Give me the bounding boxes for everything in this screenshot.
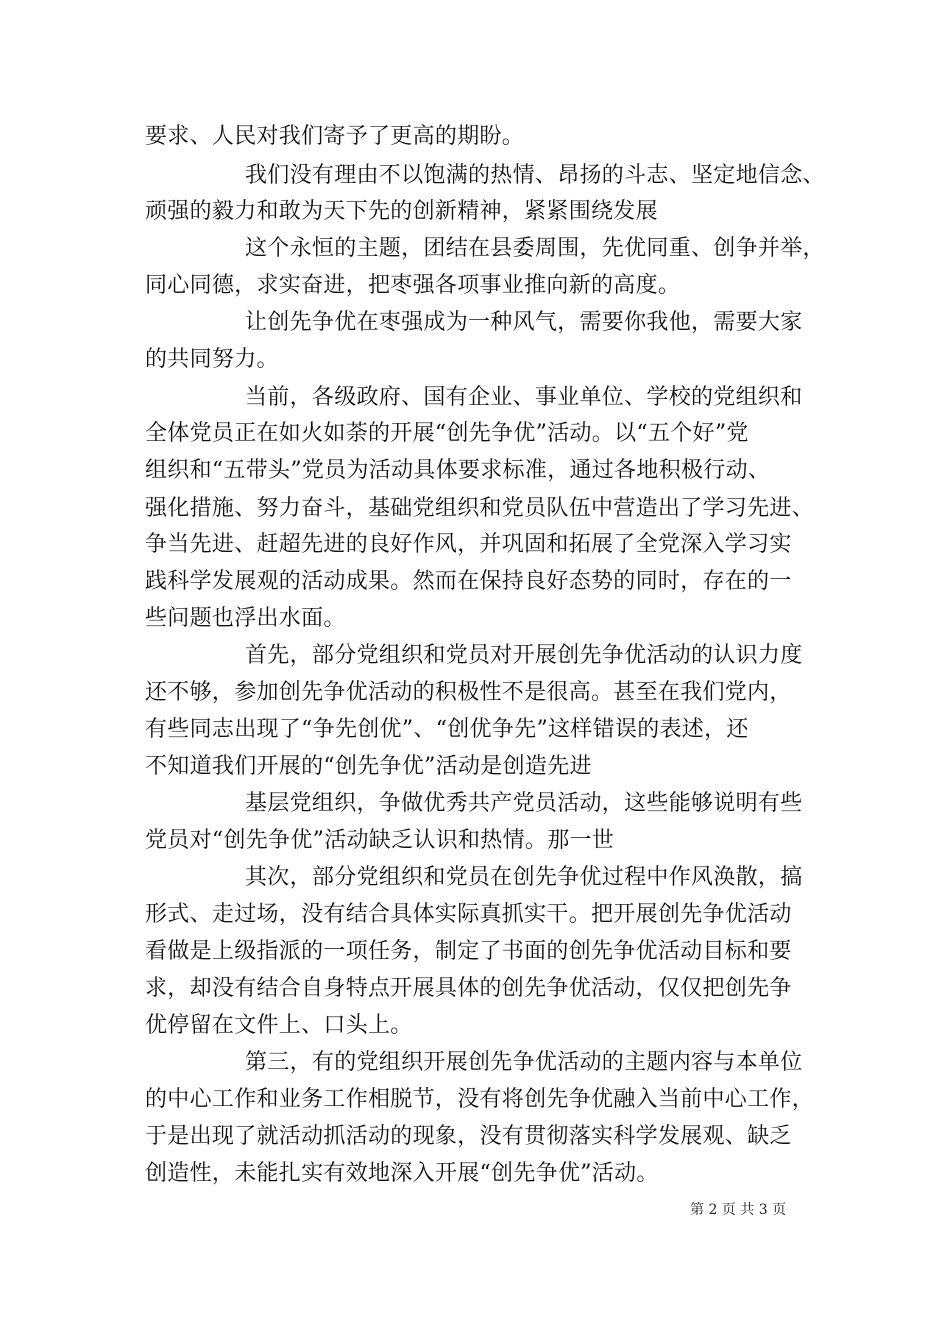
text-line: 全体党员正在如火如荼的开展“创先争优”活动。以“五个好”党 (145, 421, 749, 446)
text-line: 顽强的毅力和敢为天下先的创新精神，紧紧围绕发展 (145, 199, 658, 224)
text-line: 创造性，未能扎实有效地深入开展“创先争优”活动。 (145, 1161, 659, 1186)
text-line: 形式、走过场，没有结合具体实际真抓实干。把开展创先争优活动 (145, 902, 792, 927)
text-line: 首先，部分党组织和党员对开展创先争优活动的认识力度 (245, 643, 803, 668)
text-line: 有些同志出现了“争先创优”、“创优争先”这样错误的表述，还 (145, 717, 749, 742)
text-line: 不知道我们开展的“创先争优”活动是创造先进 (145, 754, 592, 779)
text-line: 的共同努力。 (145, 347, 279, 372)
text-line: 让创先争优在枣强成为一种风气，需要你我他，需要大家 (245, 310, 803, 335)
text-line: 第三，有的党组织开展创先争优活动的主题内容与本单位 (245, 1050, 803, 1075)
text-line: 我们没有理由不以饱满的热情、昂扬的斗志、坚定地信念、 (245, 163, 825, 188)
text-line: 争当先进、赶超先进的良好作风，并巩固和拓展了全党深入学习实 (145, 532, 792, 557)
text-line: 要求、人民对我们寄予了更高的期盼。 (145, 124, 525, 149)
text-line: 这个永恒的主题，团结在县委周围，先优同重、创争并举， (245, 236, 825, 261)
text-line: 当前，各级政府、国有企业、事业单位、学校的党组织和 (245, 385, 803, 410)
text-line: 些问题也浮出水面。 (145, 606, 346, 631)
text-line: 的中心工作和业务工作相脱节，没有将创先争优融入当前中心工作， (145, 1087, 815, 1112)
text-line: 看做是上级指派的一项任务，制定了书面的创先争优活动目标和要 (145, 939, 792, 964)
text-line: 于是出现了就活动抓活动的现象，没有贯彻落实科学发展观、缺乏 (145, 1124, 792, 1149)
text-line: 其次，部分党组织和党员在创先争优过程中作风涣散，搞 (245, 865, 803, 890)
text-line: 践科学发展观的活动成果。然而在保持良好态势的同时，存在的一 (145, 569, 792, 594)
text-line: 优停留在文件上、口头上。 (145, 1013, 413, 1038)
text-line: 组织和“五带头”党员为活动具体要求标准，通过各地积极行动、 (145, 458, 771, 483)
text-line: 基层党组织，争做优秀共产党员活动，这些能够说明有些 (245, 791, 803, 816)
text-line: 强化措施、努力奋斗，基础党组织和党员队伍中营造出了学习先进、 (145, 496, 815, 521)
text-line: 党员对“创先争优”活动缺乏认识和热情。那一世 (145, 828, 615, 853)
text-line: 同心同德，求实奋进，把枣强各项事业推向新的高度。 (145, 273, 681, 298)
page-number: 第 2 页 共 3 页 (690, 1202, 787, 1218)
text-line: 还不够，参加创先争优活动的积极性不是很高。甚至在我们党内， (145, 680, 792, 705)
text-line: 求，却没有结合自身特点开展具体的创先争优活动，仅仅把创先争 (145, 976, 792, 1001)
